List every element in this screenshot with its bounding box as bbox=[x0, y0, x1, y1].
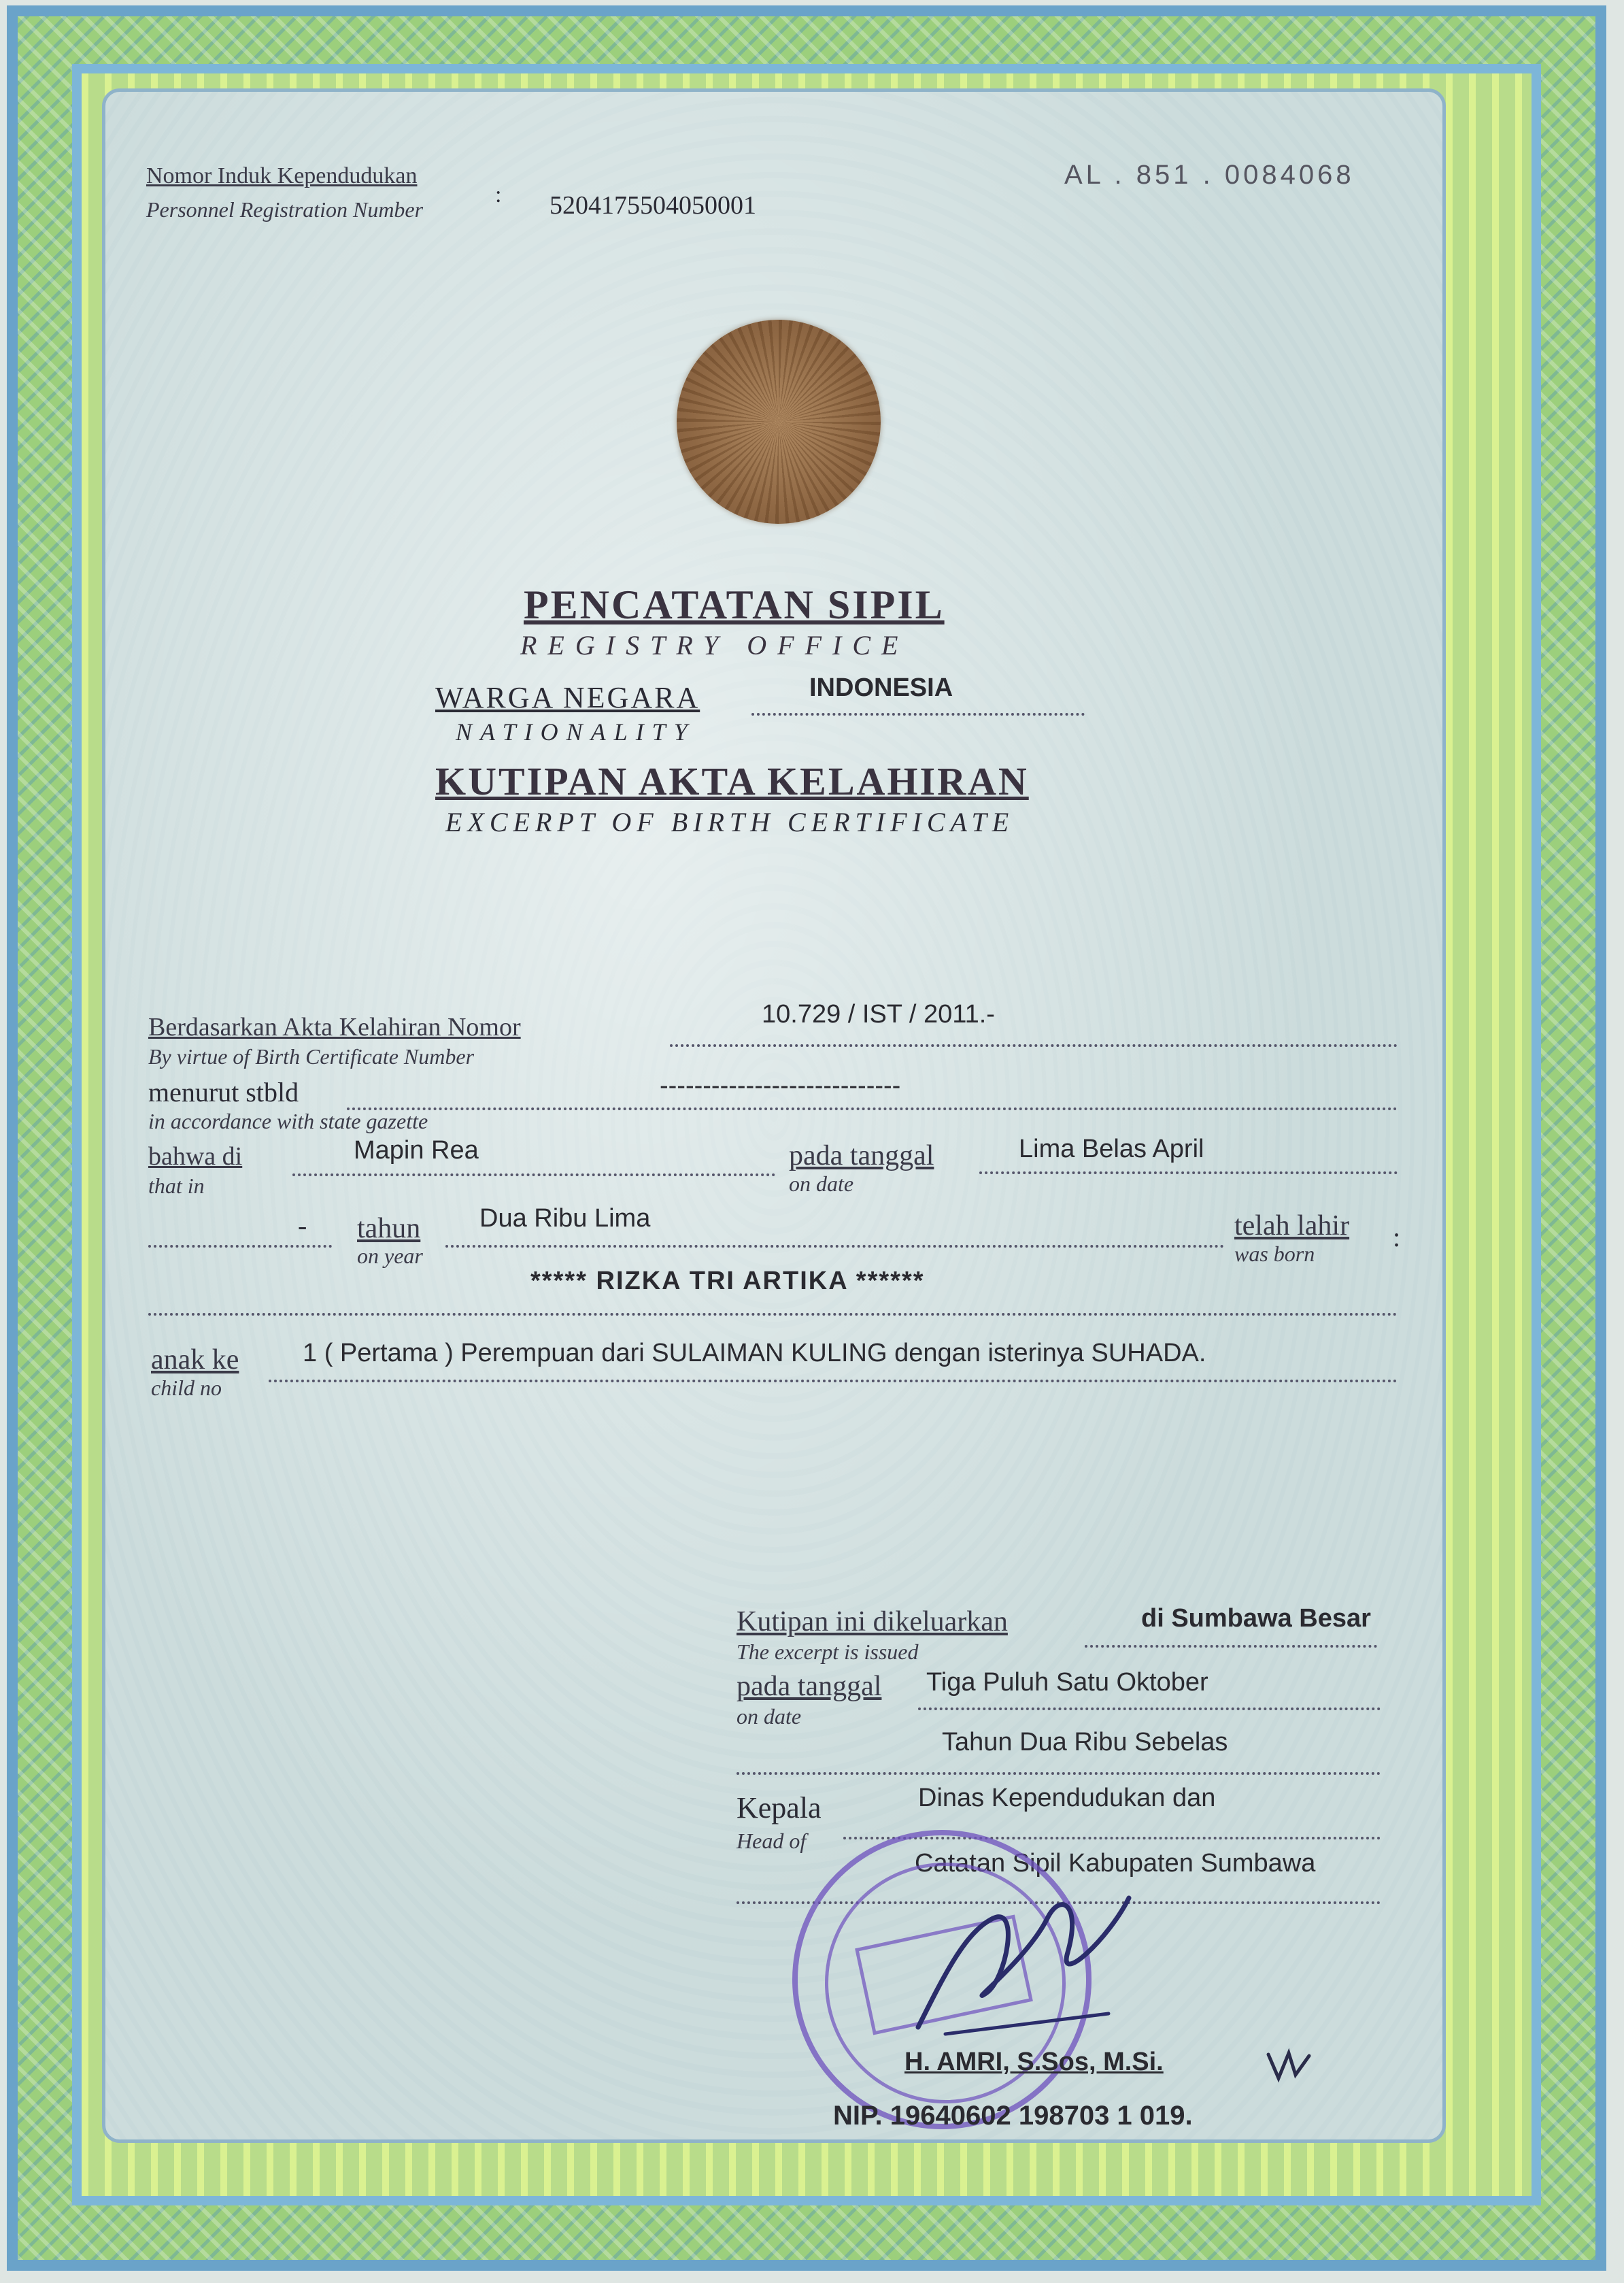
nik-label: Nomor Induk Kependudukan bbox=[146, 163, 418, 188]
signature bbox=[904, 1878, 1149, 2054]
cert-no-dots bbox=[670, 1044, 1398, 1047]
born-label: telah lahir bbox=[1234, 1210, 1350, 1242]
stbld-dots bbox=[347, 1107, 1398, 1110]
place-value: Mapin Rea bbox=[354, 1136, 479, 1165]
prefix-dots bbox=[148, 1245, 332, 1248]
issued-date-dots bbox=[918, 1707, 1381, 1710]
year-label-en: on year bbox=[357, 1244, 423, 1268]
nationality-dots bbox=[751, 713, 1085, 716]
cert-no-value: 10.729 / IST / 2011.- bbox=[762, 1000, 995, 1029]
cert-no-label-en: By virtue of Birth Certificate Number bbox=[148, 1044, 475, 1069]
nik-colon: : bbox=[495, 182, 502, 207]
issued-place-dots bbox=[1085, 1645, 1377, 1648]
nik-label-en: Personnel Registration Number bbox=[146, 197, 424, 222]
issued-label-en: The excerpt is issued bbox=[737, 1639, 919, 1664]
document-title-en: EXCERPT OF BIRTH CERTIFICATE bbox=[445, 807, 1015, 837]
nationality-value: INDONESIA bbox=[809, 673, 953, 702]
head-label: Kepala bbox=[737, 1791, 822, 1824]
place-dots bbox=[292, 1173, 775, 1176]
head-value-1: Dinas Kependudukan dan bbox=[918, 1784, 1216, 1812]
official-nip: NIP. 19640602 198703 1 019. bbox=[833, 2101, 1193, 2131]
serial-number: AL . 851 . 0084068 bbox=[1064, 160, 1355, 190]
name-dots bbox=[148, 1313, 1398, 1316]
nationality-label: WARGA NEGARA bbox=[435, 681, 700, 714]
garuda-emblem-seal bbox=[677, 320, 881, 524]
issued-place: di Sumbawa Besar bbox=[1141, 1604, 1371, 1633]
year-label: tahun bbox=[357, 1213, 421, 1244]
child-no-label: anak ke bbox=[151, 1344, 239, 1376]
date-dots bbox=[979, 1171, 1398, 1174]
stbld-label: menurut stbld bbox=[148, 1077, 299, 1107]
place-label: bahwa di bbox=[148, 1142, 243, 1171]
office-title: PENCATATAN SIPIL bbox=[524, 582, 945, 627]
office-title-en: REGISTRY OFFICE bbox=[520, 630, 909, 661]
child-no-dots bbox=[269, 1380, 1398, 1382]
head-value-2: Catatan Sipil Kabupaten Sumbawa bbox=[915, 1849, 1316, 1878]
issued-date-value: Tiga Puluh Satu Oktober bbox=[926, 1668, 1208, 1697]
nik-value: 5204175504050001 bbox=[549, 191, 756, 220]
date-value: Lima Belas April bbox=[1019, 1135, 1204, 1163]
date-label-en: on date bbox=[789, 1171, 854, 1196]
paraf-initial bbox=[1265, 2048, 1313, 2085]
issued-year-value: Tahun Dua Ribu Sebelas bbox=[942, 1728, 1228, 1756]
year-dots bbox=[445, 1245, 1224, 1248]
date-label: pada tanggal bbox=[789, 1140, 934, 1171]
issued-date-label-en: on date bbox=[737, 1704, 802, 1729]
stbld-label-en: in accordance with state gazette bbox=[148, 1109, 428, 1133]
child-no-value: 1 ( Pertama ) Perempuan dari SULAIMAN KULING dengan isterinya SUHADA. bbox=[303, 1339, 1206, 1367]
nationality-label-en: NATIONALITY bbox=[456, 718, 696, 746]
child-name: ***** RIZKA TRI ARTIKA ****** bbox=[530, 1267, 925, 1295]
dash-mark: - bbox=[298, 1210, 307, 1241]
stbld-value: ---------------------------- bbox=[660, 1071, 901, 1100]
year-value: Dua Ribu Lima bbox=[479, 1204, 651, 1233]
issued-date-label: pada tanggal bbox=[737, 1671, 882, 1702]
cert-no-label: Berdasarkan Akta Kelahiran Nomor bbox=[148, 1013, 521, 1041]
place-label-en: that in bbox=[148, 1173, 205, 1198]
born-label-en: was born bbox=[1234, 1242, 1315, 1266]
official-name: H. AMRI, S.Sos, M.Si. bbox=[904, 2048, 1164, 2076]
head-label-en: Head of bbox=[737, 1829, 807, 1853]
issued-year-dots bbox=[737, 1772, 1381, 1775]
born-colon: : bbox=[1393, 1222, 1401, 1252]
child-no-label-en: child no bbox=[151, 1376, 222, 1400]
document-title: KUTIPAN AKTA KELAHIRAN bbox=[435, 759, 1029, 803]
issued-label: Kutipan ini dikeluarkan bbox=[737, 1606, 1008, 1637]
